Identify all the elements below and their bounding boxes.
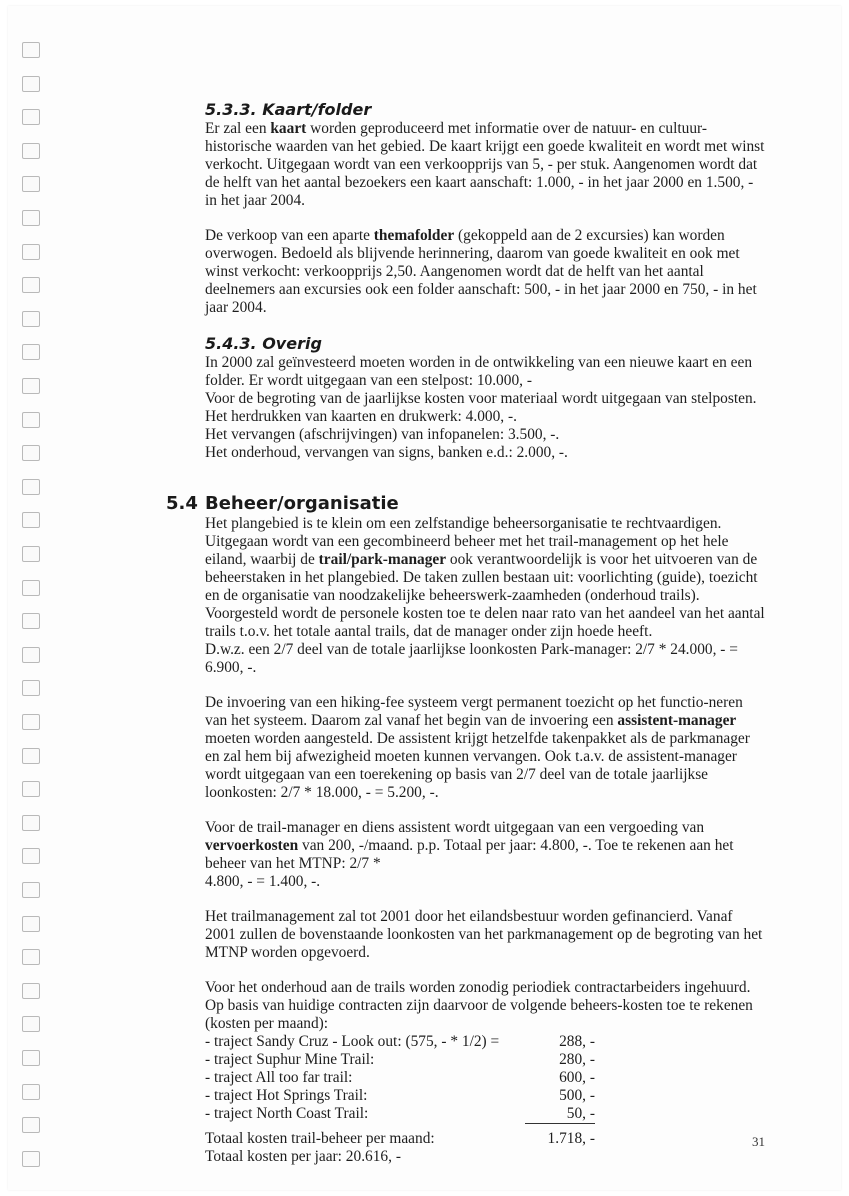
paragraph-vervoer xyxy=(205,819,765,873)
text: Het plangebied is te klein om een zelfstandige beheersorganisatie te rechtvaardigen. Uitgegaan wordt van een gecombineerd beheer met het trail-management op het hele eiland, waarbij de xyxy=(205,515,729,568)
binder-hole xyxy=(22,714,40,730)
overig-line: In 2000 zal geïnvesteerd moeten worden in de ontwikkeling van een nieuwe kaart en een folder. Er wordt uitgegaan van een stelpost: 10.000, - xyxy=(205,354,753,389)
paragraph-kaart xyxy=(205,120,765,210)
cost-row xyxy=(205,1105,595,1124)
total-label: Totaal kosten trail-beheer per maand: xyxy=(205,1130,435,1147)
cost-amount: 50, - xyxy=(525,1105,595,1124)
binder-hole xyxy=(22,613,40,629)
section-heading-543: 5.4.3. Overig xyxy=(205,334,322,353)
binder-hole xyxy=(22,848,40,864)
paragraph-vervoer-cost: 4.800, - = 1.400, -. xyxy=(205,873,321,890)
bold-term: vervoerkosten xyxy=(205,837,299,854)
binder-hole xyxy=(22,815,40,831)
paragraph-manager xyxy=(205,515,765,641)
cost-amount: 600, - xyxy=(559,1069,595,1086)
binder-hole xyxy=(22,445,40,461)
binder-hole xyxy=(22,344,40,360)
binder-hole xyxy=(22,748,40,764)
binder-hole xyxy=(22,1084,40,1100)
text: van 200, -/maand. p.p. Totaal per jaar: 4.800, -. Toe te rekenen aan het beheer van het MTNP: 2/7 * xyxy=(205,837,734,872)
paragraph-assistent xyxy=(205,694,765,802)
page-content xyxy=(166,100,765,1166)
binder-hole xyxy=(22,1016,40,1032)
text: De verkoop van een aparte xyxy=(205,227,374,244)
text: Voor de trail-manager en diens assistent wordt uitgegaan van een vergoeding van xyxy=(205,819,705,836)
text: worden geproduceerd met informatie over de natuur- en cultuur-historische waarden van het gebied. De kaart krijgt een goede kwaliteit en wordt met winst verkocht. Uitgegaan wordt van een verkoopprijs van 5, - per stuk. Aangenomen wordt dat de helft van het aantal bezoekers een kaart aanschaft: 1.000, - in het jaar 2000 en 1.500, - in het jaar 2004. xyxy=(205,120,765,209)
overig-line: Het vervangen (afschrijvingen) van infopanelen: 3.500, -. xyxy=(205,426,560,443)
binder-hole xyxy=(22,1117,40,1133)
binder-hole xyxy=(22,512,40,528)
binder-hole xyxy=(22,176,40,192)
cost-list xyxy=(205,1033,595,1148)
binder-hole xyxy=(22,109,40,125)
bold-term: themafolder xyxy=(373,227,455,244)
binder-hole xyxy=(22,412,40,428)
section-title: Beheer/organisatie xyxy=(205,493,399,514)
binder-hole xyxy=(22,647,40,663)
binder-hole xyxy=(22,680,40,696)
cost-row xyxy=(205,1087,595,1105)
bold-term: kaart xyxy=(270,120,307,137)
binder-hole xyxy=(22,210,40,226)
text: moeten worden aangesteld. De assistent krijgt hetzelfde takenpakket als de parkmanager en zal hem bij afwezigheid moeten kunnen vervangen. Ook t.a.v. de assistent-manager wordt uitgegaan van een toerekening op basis van 2/7 deel van de totale jaarlijkse loonkosten: 2/7 * 18.000, - = 5.200, -. xyxy=(205,730,750,801)
cost-row xyxy=(205,1069,595,1087)
binder-hole xyxy=(22,882,40,898)
cost-amount: 500, - xyxy=(559,1087,595,1104)
cost-row xyxy=(205,1051,595,1069)
paragraph-themafolder xyxy=(205,227,765,317)
text: Er zal een xyxy=(205,120,271,137)
cost-label: - traject Sandy Cruz - Look out: (575, - * 1/2) = xyxy=(205,1033,500,1050)
page-number: 31 xyxy=(752,1134,765,1149)
overig-line: Het herdrukken van kaarten en drukwerk: 4.000, -. xyxy=(205,408,517,425)
binder-hole xyxy=(22,781,40,797)
total-month-row xyxy=(205,1130,595,1148)
paragraph-manager-cost: D.w.z. een 2/7 deel van de totale jaarlijkse loonkosten Park-manager: 2/7 * 24.000, - = 6.900, -. xyxy=(205,641,738,676)
binder-hole xyxy=(22,949,40,965)
bold-term: assistent-manager xyxy=(617,712,737,729)
bold-term: trail/park-manager xyxy=(318,551,447,568)
binder-hole xyxy=(22,1050,40,1066)
text: ook verantwoordelijk is voor het uitvoeren van de beheerstaken in het plangebied. De taken zullen bestaan uit: voorlichting (guide), toezicht en de organisatie van noodzakelijke beheerswerk-zaamheden (onderhoud trails). Voorgesteld wordt de personele kosten toe te delen naar rato van het aandeel van het aantal trails t.o.v. het totale aantal trails, dat de manager onder zijn hoede heeft. xyxy=(205,551,765,640)
binder-hole xyxy=(22,378,40,394)
section-heading-533: 5.3.3. Kaart/folder xyxy=(205,100,372,119)
text: De invoering van een hiking-fee systeem vergt permanent toezicht op het functio-neren van het systeem. Daarom zal vanaf het begin van de invoering een xyxy=(205,694,743,729)
section-heading-54 xyxy=(166,493,765,515)
cost-label: - traject North Coast Trail: xyxy=(205,1105,369,1122)
binder-hole xyxy=(22,143,40,159)
paragraph-onderhoud: Voor het onderhoud aan de trails worden zonodig periodiek contractarbeiders ingehuurd. Op basis van huidige contracten zijn daarvoor de volgende beheers-kosten toe te rekenen (kosten per maand): xyxy=(205,979,753,1032)
text: (gekoppeld aan de 2 excursies) kan worden overwogen. Bedoeld als blijvende herinnering, daarom van goede kwaliteit en ook met winst verkocht: verkoopprijs 2,50. Aangenomen wordt dat de helft van het aantal deelnemers aan excursies ook een folder aanschaft: 500, - in het jaar 2000 en 750, - in het jaar 2004. xyxy=(205,227,757,316)
overig-line: Het onderhoud, vervangen van signs, banken e.d.: 2.000, -. xyxy=(205,444,568,461)
total-amount: 1.718, - xyxy=(547,1130,595,1147)
cost-amount: 280, - xyxy=(559,1051,595,1068)
binder-hole xyxy=(22,311,40,327)
binder-hole xyxy=(22,277,40,293)
total-year: Totaal kosten per jaar: 20.616, - xyxy=(205,1148,401,1165)
binder-hole xyxy=(22,580,40,596)
binder-hole xyxy=(22,916,40,932)
overig-line: Voor de begroting van de jaarlijkse kosten voor materiaal wordt uitgegaan van stelposten. xyxy=(205,390,757,407)
cost-amount: 288, - xyxy=(559,1033,595,1050)
section-number: 5.4 xyxy=(166,493,198,514)
paragraph-financiering: Het trailmanagement zal tot 2001 door het eilandsbestuur worden gefinancierd. Vanaf 2001 zullen de bovenstaande loonkosten van het parkmanagement op de begroting van het MTNP worden opgevoerd. xyxy=(205,908,763,961)
cost-label: - traject Hot Springs Trail: xyxy=(205,1087,368,1104)
cost-label: - traject All too far trail: xyxy=(205,1069,353,1086)
binder-hole xyxy=(22,983,40,999)
binder-hole xyxy=(22,1151,40,1167)
binder-hole xyxy=(22,244,40,260)
binder-hole xyxy=(22,76,40,92)
binder-hole xyxy=(22,42,40,58)
cost-label: - traject Suphur Mine Trail: xyxy=(205,1051,375,1068)
binder-hole xyxy=(22,479,40,495)
binder-hole xyxy=(22,546,40,562)
cost-row xyxy=(205,1033,595,1051)
